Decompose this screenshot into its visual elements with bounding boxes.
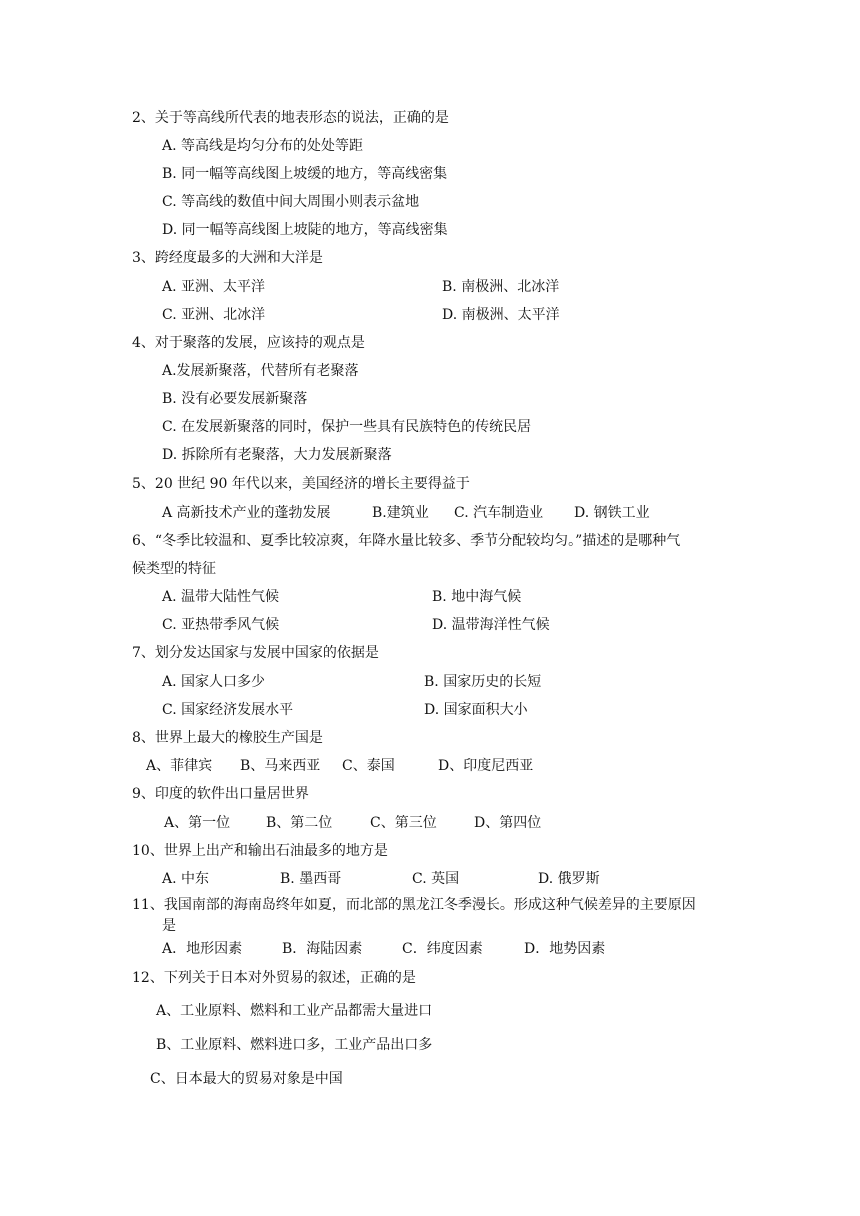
- question-11-stem-line2: 是: [162, 918, 176, 934]
- question-11-option-c: C．纬度因素: [402, 941, 483, 957]
- question-5-stem: 5、20 世纪 90 年代以来，美国经济的增长主要得益于: [132, 476, 470, 492]
- question-5-option-b: B.建筑业: [372, 505, 429, 521]
- question-12-option-c: C、日本最大的贸易对象是中国: [150, 1071, 343, 1087]
- question-4-option-b: B. 没有必要发展新聚落: [162, 391, 308, 407]
- question-3-stem: 3、跨经度最多的大洲和大洋是: [132, 250, 323, 266]
- question-10-option-c: C. 英国: [412, 871, 460, 887]
- question-5-option-d: D. 钢铁工业: [574, 505, 650, 521]
- question-9-stem: 9、印度的软件出口量居世界: [132, 786, 309, 802]
- question-8-option-d: D、印度尼西亚: [438, 758, 534, 774]
- question-11-option-b: B．海陆因素: [282, 941, 363, 957]
- question-10-stem: 10、世界上出产和输出石油最多的地方是: [132, 843, 388, 859]
- question-12-option-a: A、工业原料、燃料和工业产品都需大量进口: [156, 1003, 433, 1019]
- question-10-option-d: D. 俄罗斯: [538, 871, 600, 887]
- question-6-stem-line1: 6、“冬季比较温和、夏季比较凉爽，年降水量比较多、季节分配较均匀。”描述的是哪种气: [132, 533, 681, 549]
- question-7-stem: 7、划分发达国家与发展中国家的依据是: [132, 645, 379, 661]
- question-6-option-d: D. 温带海洋性气候: [432, 617, 550, 633]
- question-10-option-a: A. 中东: [162, 871, 210, 887]
- question-2-option-d: D. 同一幅等高线图上坡陡的地方，等高线密集: [162, 222, 448, 238]
- question-8-option-a: A、菲律宾: [146, 758, 213, 774]
- question-3-option-d: D. 南极洲、太平洋: [442, 307, 560, 323]
- question-2-option-c: C. 等高线的数值中间大周围小则表示盆地: [162, 194, 420, 210]
- question-7-option-a: A. 国家人口多少: [162, 674, 266, 690]
- question-2-option-a: A. 等高线是均匀分布的处处等距: [162, 138, 364, 154]
- question-6-option-a: A. 温带大陆性气候: [162, 589, 280, 605]
- question-12-option-b: B、工业原料、燃料进口多，工业产品出口多: [156, 1037, 433, 1053]
- question-6-option-b: B. 地中海气候: [432, 589, 522, 605]
- question-6-stem-line2: 候类型的特征: [132, 561, 216, 577]
- question-7-option-d: D. 国家面积大小: [424, 702, 528, 718]
- question-4-option-d: D. 拆除所有老聚落，大力发展新聚落: [162, 447, 392, 463]
- question-4-option-a: A.发展新聚落，代替所有老聚落: [162, 363, 359, 379]
- question-5-option-c: C. 汽车制造业: [454, 505, 544, 521]
- question-12-stem: 12、下列关于日本对外贸易的叙述，正确的是: [132, 970, 416, 986]
- question-8-option-b: B、马来西亚: [240, 758, 321, 774]
- question-10-option-b: B. 墨西哥: [280, 871, 342, 887]
- question-9-option-b: B、第二位: [266, 815, 333, 831]
- question-2-stem: 2、关于等高线所代表的地表形态的说法，正确的是: [132, 110, 449, 126]
- question-4-option-c: C. 在发展新聚落的同时，保护一些具有民族特色的传统民居: [162, 419, 532, 435]
- question-9-option-c: C、第三位: [370, 815, 437, 831]
- question-9-option-a: A、第一位: [164, 815, 231, 831]
- question-8-option-c: C、泰国: [342, 758, 395, 774]
- question-4-stem: 4、对于聚落的发展，应该持的观点是: [132, 335, 365, 351]
- question-11-option-a: A．地形因素: [162, 941, 243, 957]
- question-2-option-b: B. 同一幅等高线图上坡缓的地方，等高线密集: [162, 166, 448, 182]
- question-11-stem-line1: 11、我国南部的海南岛终年如夏，而北部的黑龙江冬季漫长。形成这种气候差异的主要原因: [132, 897, 696, 913]
- question-9-option-d: D、第四位: [474, 815, 542, 831]
- question-5-option-a: A 高新技术产业的蓬勃发展: [162, 505, 331, 521]
- question-7-option-c: C. 国家经济发展水平: [162, 702, 294, 718]
- question-3-option-b: B. 南极洲、北冰洋: [442, 279, 560, 295]
- question-3-option-c: C. 亚洲、北冰洋: [162, 307, 266, 323]
- question-7-option-b: B. 国家历史的长短: [424, 674, 542, 690]
- question-11-option-d: D．地势因素: [524, 941, 606, 957]
- question-8-stem: 8、世界上最大的橡胶生产国是: [132, 730, 323, 746]
- question-6-option-c: C. 亚热带季风气候: [162, 617, 280, 633]
- question-3-option-a: A. 亚洲、太平洋: [162, 279, 266, 295]
